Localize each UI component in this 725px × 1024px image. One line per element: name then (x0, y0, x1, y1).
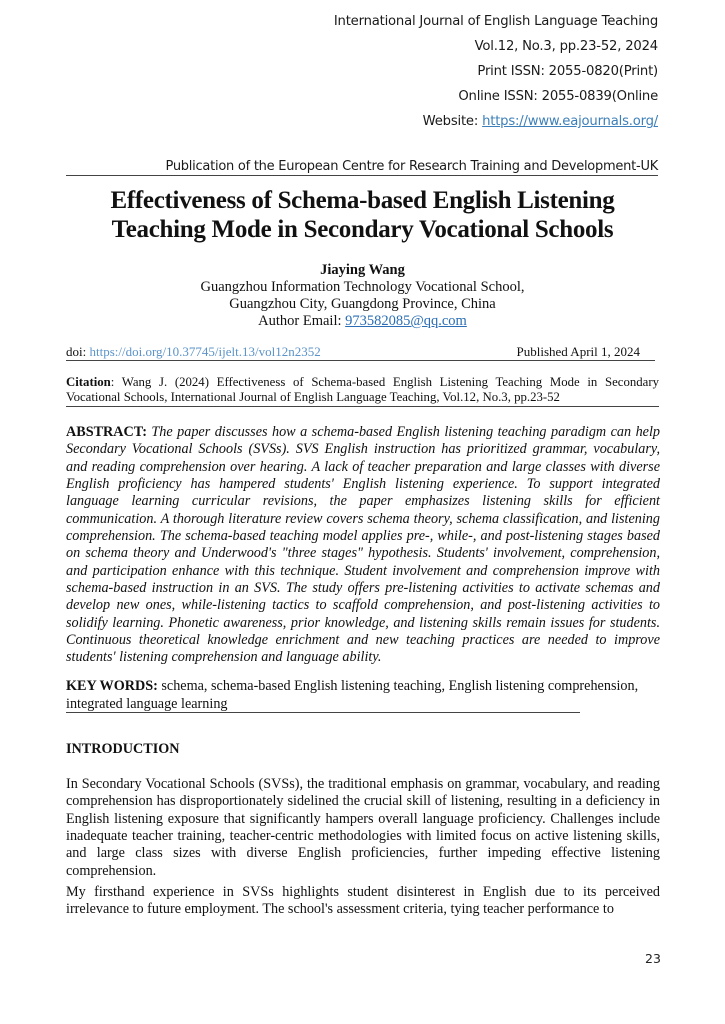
citation (66, 375, 659, 407)
published-date: Published April 1, 2024 (516, 344, 640, 359)
doi-line (66, 344, 655, 361)
author-affiliation-1: Guangzhou Information Technology Vocational School, (200, 279, 525, 295)
paper-title (0, 186, 725, 244)
volume-info: Vol.12, No.3, pp.23-52, 2024 (474, 39, 658, 54)
doi-link[interactable]: https://doi.org/10.37745/ijelt.13/vol12n2352 (89, 344, 321, 359)
print-issn: Print ISSN: 2055-0820(Print) (477, 64, 658, 79)
page-number: 23 (645, 951, 661, 966)
online-issn: Online ISSN: 2055-0839(Online (458, 89, 658, 104)
author-name: Jiaying Wang (320, 262, 405, 278)
keywords (66, 678, 660, 713)
title-line-1: Effectiveness of Schema-based English Listening (110, 187, 615, 214)
citation-label: Citation (66, 375, 111, 389)
website-label: Website: (422, 114, 483, 129)
title-line-2: Teaching Mode in Secondary Vocational Schools (111, 216, 614, 243)
keywords-divider (66, 712, 580, 713)
introduction-heading: INTRODUCTION (66, 741, 180, 757)
abstract-text: The paper discusses how a schema-based English listening teaching paradigm can help Secondary Vocational Schools (SVSs). SVS English instruction has prioritized grammar, vocabulary, and reading comprehension over hearing. A lack of teacher preparation and large classes with diverse English proficiency has hampered students' English listening experience. To support integrated language learning curricular revisions, the paper emphasizes listening skills for efficient communication. A thorough literature review covers schema theory, schema classification, and listening comprehension. The schema-based teaching model applies pre-, while-, and post-listening stages based on schema theory and Underwood's "three stages" hypothesis. Students' involvement, comprehension, and participation enhance with this technique. Student involvement and comprehension improve with schema-based instruction in an SVS. The study offers pre-listening activities to activate schemas and develop new ones, while-listening tactics to scaffold comprehension, and post-listening activities to solidify learning. Phonetic awareness, prior knowledge, and listening skills remain issues for students. Continuous theoretical knowledge enrichment and new teaching practices are needed to improve students' listening comprehension and language ability. (66, 424, 660, 666)
author-email-line (0, 312, 725, 330)
journal-name: International Journal of English Language Teaching (333, 14, 658, 29)
email-label: Author Email: (258, 313, 346, 329)
paragraph: My firsthand experience in SVSs highlights student disinterest in English due to its perceived irrelevance to future employment. The school's assessment criteria, tying teacher performance to (66, 884, 660, 918)
email-link[interactable]: 973582085@qq.com (345, 313, 467, 329)
keywords-label: KEY WORDS: (66, 678, 158, 694)
citation-text: : Wang J. (2024) Effectiveness of Schema-based English Listening Teaching Mode in Secondary Vocational Schools, International Journal of English Language Teaching, Vol.12, No.3, pp.23-52 (66, 375, 659, 404)
publisher-line: Publication of the European Centre for Research Training and Development-UK (66, 159, 658, 176)
abstract-label: ABSTRACT: (66, 424, 147, 440)
website-link[interactable]: https://www.eajournals.org/ (482, 114, 658, 129)
keywords-text: schema, schema-based English listening teaching, English listening comprehension, integrated language learning (66, 678, 639, 712)
abstract (66, 424, 660, 667)
paragraph: In Secondary Vocational Schools (SVSs), the traditional emphasis on grammar, vocabulary, and reading comprehension has disproportionately sidelined the crucial skill of listening, resulting in a deficiency in English listening exposure that significantly hampers overall language proficiency. Challenges include inadequate teacher training, teacher-centric methodologies with limited focus on active listening skills, and large class sizes with diverse English proficiencies, further impeding effective listening comprehension. (66, 776, 660, 879)
doi-label: doi: (66, 344, 90, 359)
author-affiliation-2: Guangzhou City, Guangdong Province, China (229, 296, 496, 312)
website-line (423, 114, 658, 129)
